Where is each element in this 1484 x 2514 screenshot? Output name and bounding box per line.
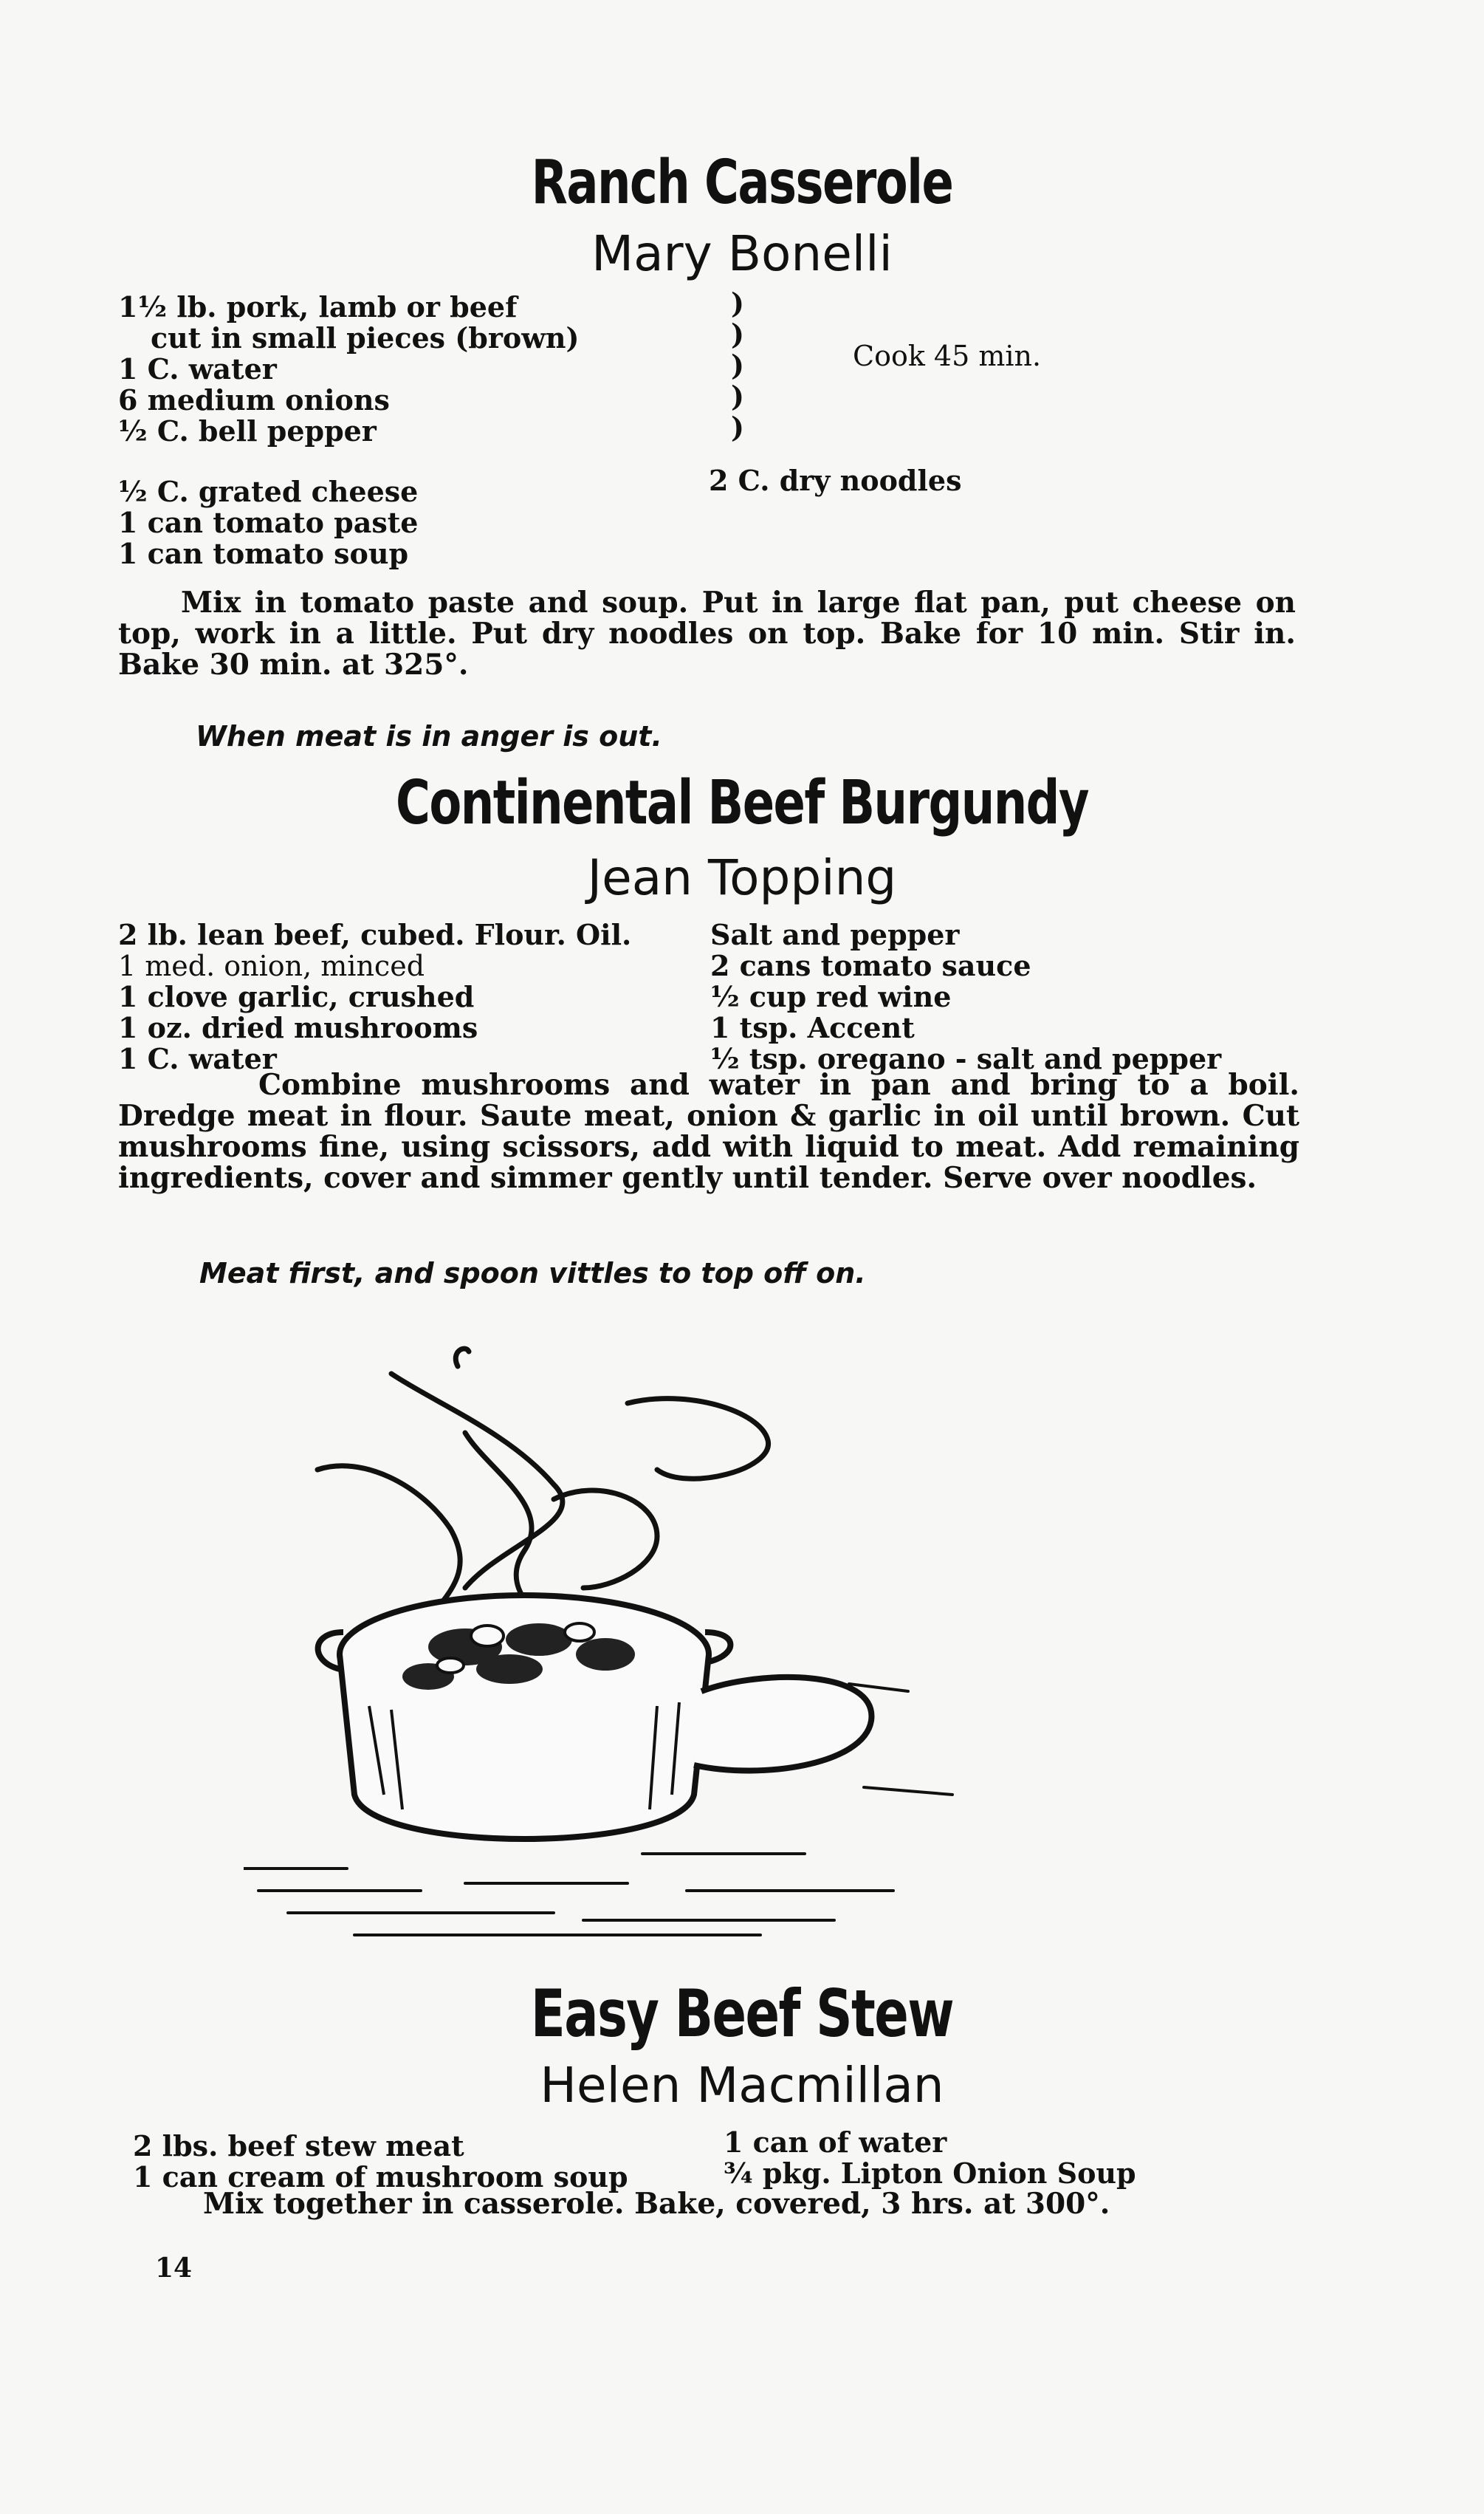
- recipe-directions: Combine mushrooms and water in pan and bring to a boil. Dredge meat in flour. Saute meat, onion & garlic in oil until brown. Cut mushrooms fine, using scissors, add with liquid to meat. Add remaining ingredients, cover and simmer gently until tender. Serve over noodles.: [118, 1068, 1299, 1195]
- ingredient-item: 1 clove garlic, crushed: [118, 980, 475, 1013]
- recipe-title: Continental Beef Burgundy: [395, 768, 1089, 838]
- ingredient-list: [118, 919, 631, 1075]
- recipe-author: Jean Topping: [587, 849, 897, 906]
- ingredient-item: ½ C. bell pepper: [118, 414, 377, 448]
- ingredient-item: 1 can cream of mushroom soup: [133, 2160, 628, 2193]
- ingredient-item: 1 can tomato paste: [118, 506, 419, 539]
- ingredient-item: ½ tsp. oregano - salt and pepper: [710, 1042, 1222, 1075]
- recipe-directions: Mix together in casserole. Bake, covered, 3 hrs. at 300°.: [203, 2187, 1110, 2221]
- ingredient-list: [710, 919, 1221, 1075]
- recipe-quip: Meat first, and spoon vittles to top off on.: [199, 1257, 866, 1289]
- ingredient-item: 6 medium onions: [118, 383, 390, 417]
- ingredient-list: [133, 2131, 628, 2193]
- ingredient-item: 1 tsp. Accent: [710, 1011, 915, 1044]
- ingredient-item: 2 C. dry noodles: [709, 464, 962, 497]
- recipe-quip: When meat is in anger is out.: [196, 720, 662, 753]
- ingredient-item: 2 lb. lean beef, cubed. Flour. Oil.: [118, 918, 632, 951]
- steaming-pot-icon: [244, 1322, 982, 1957]
- recipe-author: Mary Bonelli: [591, 225, 893, 282]
- ingredient-item: ½ C. grated cheese: [118, 475, 419, 508]
- ingredient-list: [118, 476, 418, 569]
- grouping-brackets: ) ) ) ) ): [731, 287, 744, 444]
- ingredient-list: [118, 292, 580, 447]
- page-number: 14: [155, 2253, 193, 2284]
- ingredient-item: 2 cans tomato sauce: [710, 949, 1031, 982]
- ingredient-item: 2 lbs. beef stew meat: [133, 2129, 464, 2162]
- ingredient-item: ¾ pkg. Lipton Onion Soup: [724, 2157, 1136, 2190]
- ingredient-item: ½ cup red wine: [710, 980, 952, 1013]
- ingredient-item: 1 C. water: [118, 1042, 277, 1075]
- ingredient-item: 1 can tomato soup: [118, 537, 409, 570]
- ingredient-item: 1 oz. dried mushrooms: [118, 1011, 478, 1044]
- recipe-title: Ranch Casserole: [531, 148, 953, 218]
- recipe-directions: Mix in tomato paste and soup. Put in large flat pan, put cheese on top, work in a little. Put dry noodles on top. Bake for 10 min. Stir in. Bake 30 min. at 325°.: [118, 586, 1296, 682]
- ingredient-item: 1 C. water: [118, 352, 277, 386]
- cook-note: Cook 45 min.: [853, 340, 1042, 372]
- ingredient-item: 1 can of water: [724, 2126, 947, 2159]
- ingredient-item: cut in small pieces (brown): [151, 321, 580, 355]
- ingredient-list: [724, 2127, 1136, 2189]
- recipe-title: Easy Beef Stew: [530, 1976, 954, 2052]
- ingredient-item: Salt and pepper: [710, 918, 960, 951]
- ingredient-item: 1½ lb. pork, lamb or beef: [118, 290, 518, 323]
- recipe-author: Helen Macmillan: [540, 2057, 944, 2114]
- ingredient-item: 1 med. onion, minced: [118, 950, 425, 982]
